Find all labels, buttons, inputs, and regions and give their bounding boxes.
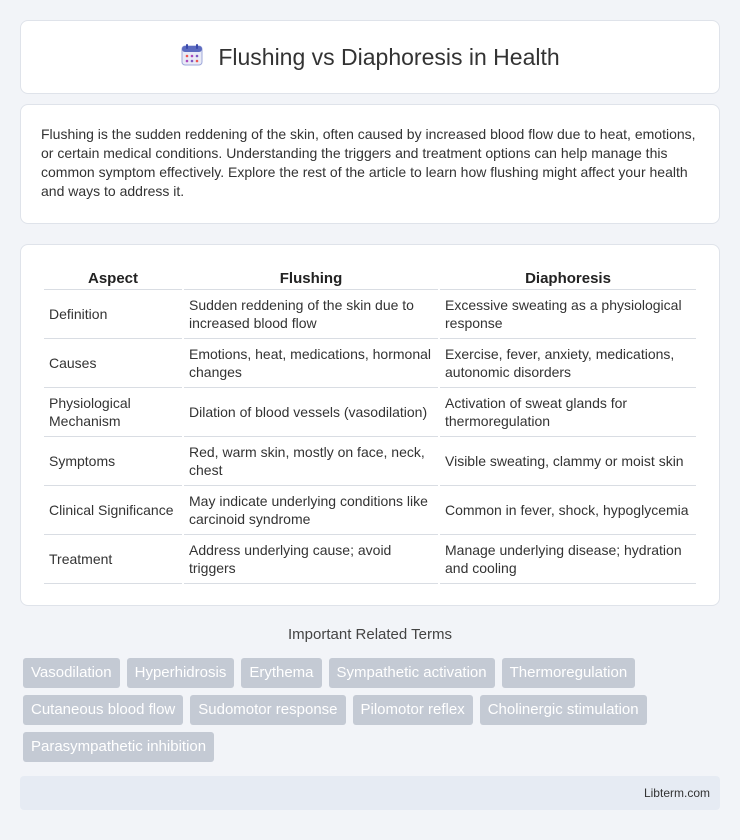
table-header-row: [44, 265, 696, 290]
table-row: [44, 535, 696, 584]
table-row: [44, 290, 696, 339]
cell-aspect: Clinical Significance: [44, 486, 182, 535]
cell-diaphoresis: Visible sweating, clammy or moist skin: [440, 437, 696, 486]
intro-text: Flushing is the sudden reddening of the skin, often caused by increased blood flow due to heat, emotions, or certain medical conditions. Understanding the triggers and treatment options can help manage this common symptom effectively. Explore the rest of the article to learn how flushing might affect your health and ways to address it.: [41, 126, 696, 199]
footer-link[interactable]: Libterm.com: [643, 786, 710, 800]
cell-flushing: Sudden reddening of the skin due to increased blood flow: [184, 290, 438, 339]
cell-diaphoresis: Manage underlying disease; hydration and cooling: [440, 535, 696, 584]
table-row: [44, 486, 696, 535]
header-diaphoresis: Diaphoresis: [440, 265, 696, 290]
term-tag[interactable]: Thermoregulation: [502, 658, 636, 688]
header-card: [20, 20, 720, 94]
page-title: Flushing vs Diaphoresis in Health: [218, 43, 560, 70]
cell-flushing: Emotions, heat, medications, hormonal changes: [184, 339, 438, 388]
table-row: [44, 437, 696, 486]
term-tag[interactable]: Sympathetic activation: [329, 658, 495, 688]
comparison-card: [20, 244, 720, 606]
cell-flushing: Address underlying cause; avoid triggers: [184, 535, 438, 584]
cell-aspect: Physiological Mechanism: [44, 388, 182, 437]
cell-flushing: Red, warm skin, mostly on face, neck, chest: [184, 437, 438, 486]
cell-diaphoresis: Activation of sweat glands for thermoregulation: [440, 388, 696, 437]
cell-aspect: Treatment: [44, 535, 182, 584]
term-tag[interactable]: Hyperhidrosis: [127, 658, 235, 688]
table-row: [44, 339, 696, 388]
cell-aspect: Symptoms: [44, 437, 182, 486]
term-tag[interactable]: Vasodilation: [23, 658, 120, 688]
header-flushing: Flushing: [184, 265, 438, 290]
related-terms-list: [23, 658, 703, 769]
term-tag[interactable]: Sudomotor response: [190, 695, 345, 725]
table-row: [44, 388, 696, 437]
term-tag[interactable]: Erythema: [241, 658, 321, 688]
term-tag[interactable]: Parasympathetic inhibition: [23, 732, 214, 762]
cell-diaphoresis: Common in fever, shock, hypoglycemia: [440, 486, 696, 535]
cell-diaphoresis: Exercise, fever, anxiety, medications, autonomic disorders: [440, 339, 696, 388]
footer: [20, 776, 720, 810]
calendar-icon: [180, 43, 204, 72]
header-aspect: Aspect: [44, 265, 182, 290]
cell-diaphoresis: Excessive sweating as a physiological response: [440, 290, 696, 339]
term-tag[interactable]: Pilomotor reflex: [353, 695, 473, 725]
cell-aspect: Causes: [44, 339, 182, 388]
cell-flushing: Dilation of blood vessels (vasodilation): [184, 388, 438, 437]
cell-flushing: May indicate underlying conditions like carcinoid syndrome: [184, 486, 438, 535]
term-tag[interactable]: Cutaneous blood flow: [23, 695, 183, 725]
intro-card: [20, 104, 720, 224]
comparison-table: [42, 265, 698, 584]
cell-aspect: Definition: [44, 290, 182, 339]
term-tag[interactable]: Cholinergic stimulation: [480, 695, 647, 725]
related-terms-title: Important Related Terms: [288, 626, 452, 643]
